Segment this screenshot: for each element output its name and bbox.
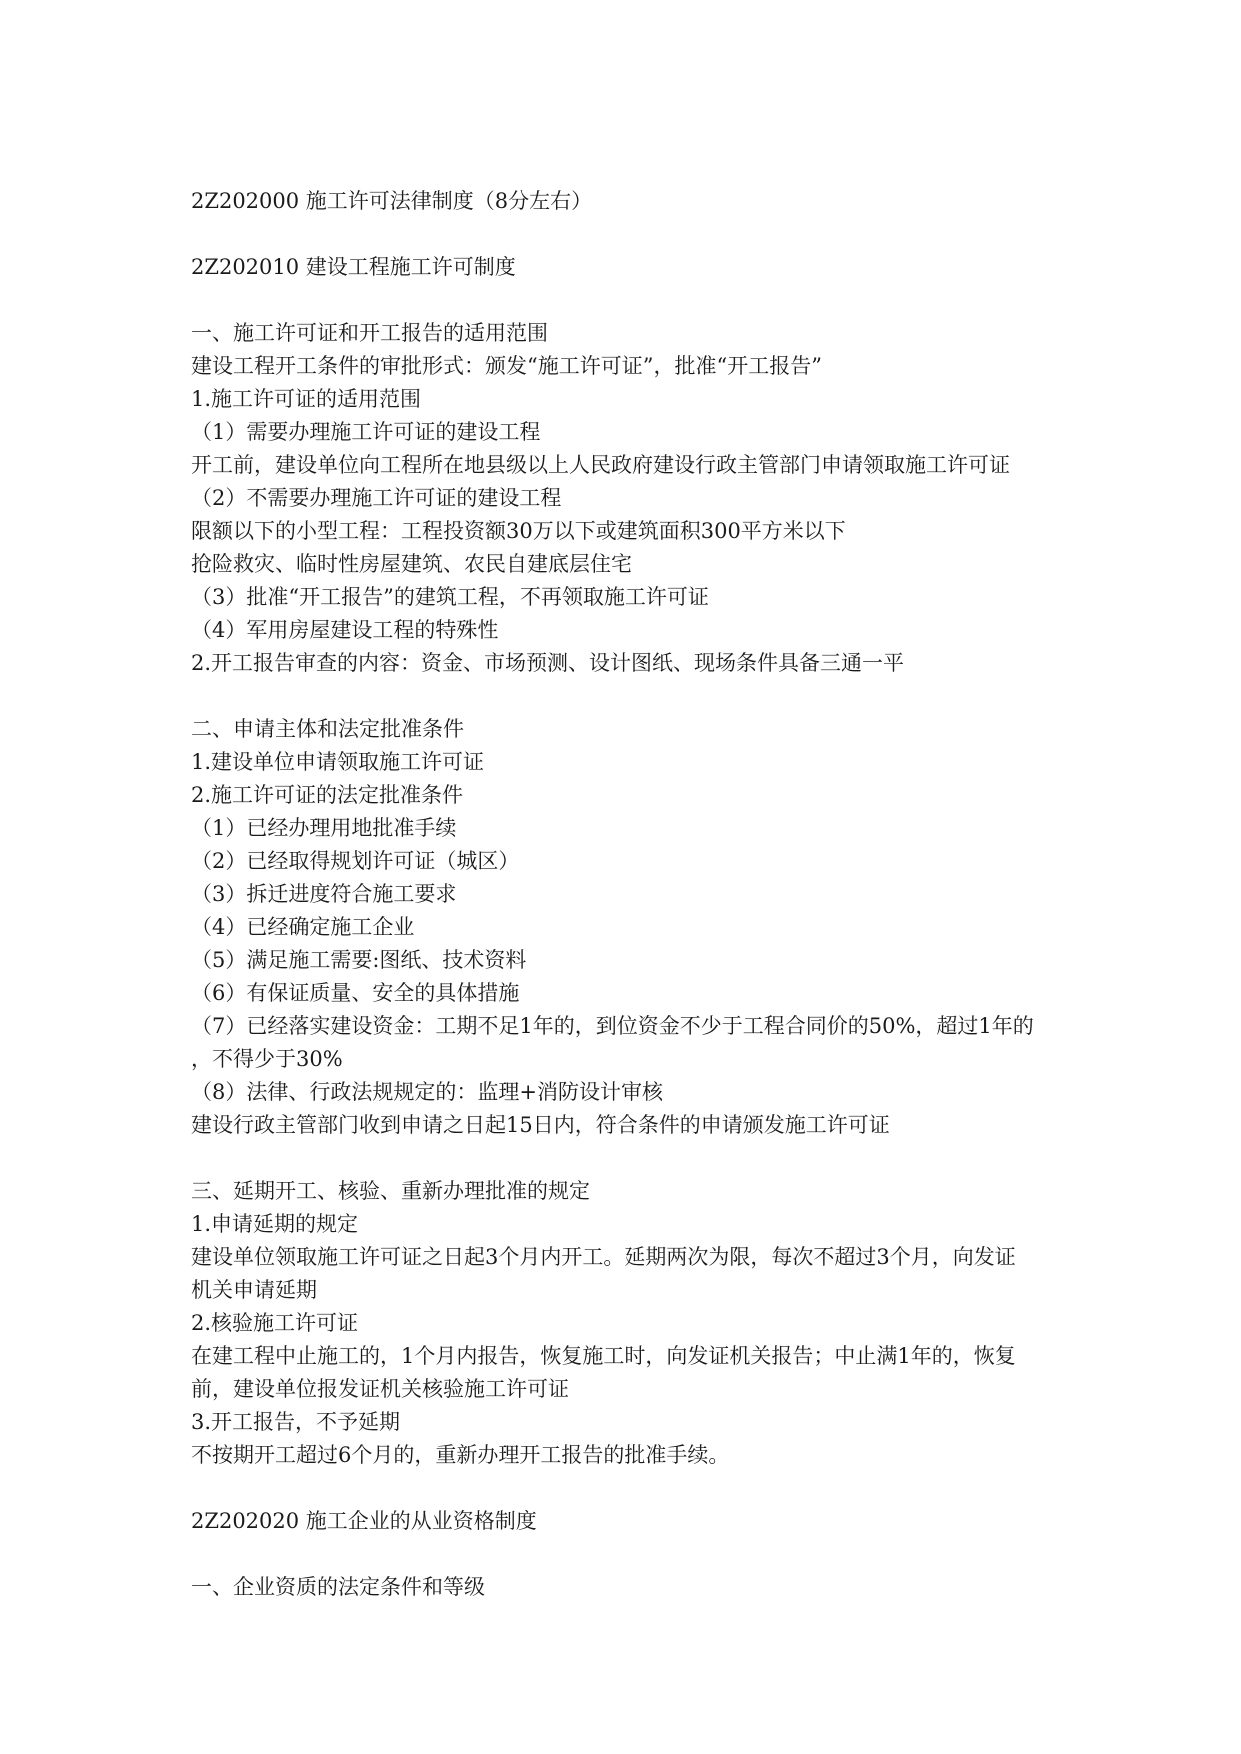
paragraph-line: （4）军用房屋建设工程的特殊性 [191, 618, 499, 642]
paragraph-line: （1）已经办理用地批准手续 [191, 816, 457, 840]
paragraph-line: （2）不需要办理施工许可证的建设工程 [191, 486, 562, 510]
paragraph-line: 机关申请延期 [191, 1278, 317, 1302]
paragraph-line: 前，建设单位报发证机关核验施工许可证 [191, 1377, 569, 1401]
paragraph-line: 1.施工许可证的适用范围 [191, 387, 422, 411]
part-title: 一、企业资质的法定条件和等级 [191, 1575, 485, 1599]
spacer [191, 1538, 1071, 1571]
spacer [191, 1472, 1071, 1505]
paragraph-line: 限额以下的小型工程：工程投资额30万以下或建筑面积300平方米以下 [191, 519, 846, 543]
spacer [191, 680, 1071, 713]
paragraph-line: 1.申请延期的规定 [191, 1212, 359, 1236]
paragraph-line: 在建工程中止施工的，1个月内报告，恢复施工时，向发证机关报告；中止满1年的，恢复 [191, 1344, 1016, 1368]
paragraph-line: （3）批准“开工报告”的建筑工程，不再领取施工许可证 [191, 585, 709, 609]
paragraph-line: 3.开工报告，不予延期 [191, 1410, 401, 1434]
paragraph-line: 建设行政主管部门收到申请之日起15日内，符合条件的申请颁发施工许可证 [191, 1113, 890, 1137]
part-title: 二、申请主体和法定批准条件 [191, 717, 464, 741]
paragraph-line: 2.施工许可证的法定批准条件 [191, 783, 464, 807]
paragraph-line: （8）法律、行政法规规定的：监理+消防设计审核 [191, 1080, 663, 1104]
paragraph-line: （6）有保证质量、安全的具体措施 [191, 981, 520, 1005]
part-title: 一、施工许可证和开工报告的适用范围 [191, 321, 548, 345]
paragraph-line: （3）拆迁进度符合施工要求 [191, 882, 457, 906]
section-heading: 2Z202010 建设工程施工许可制度 [191, 255, 516, 279]
paragraph-line: 2.核验施工许可证 [191, 1311, 359, 1335]
paragraph-line: 1.建设单位申请领取施工许可证 [191, 750, 485, 774]
document-body [191, 185, 1071, 1604]
paragraph-line: 抢险救灾、临时性房屋建筑、农民自建底层住宅 [191, 552, 632, 576]
paragraph-line: （7）已经落实建设资金：工期不足1年的，到位资金不少于工程合同价的50%，超过1年的 [191, 1014, 1034, 1038]
spacer [191, 284, 1071, 317]
paragraph-line: （1）需要办理施工许可证的建设工程 [191, 420, 541, 444]
paragraph-line: 不按期开工超过6个月的，重新办理开工报告的批准手续。 [191, 1443, 730, 1467]
paragraph-line: （5）满足施工需要:图纸、技术资料 [191, 948, 527, 972]
paragraph-line: 开工前，建设单位向工程所在地县级以上人民政府建设行政主管部门申请领取施工许可证 [191, 453, 1010, 477]
paragraph-line: （4）已经确定施工企业 [191, 915, 415, 939]
part-title: 三、延期开工、核验、重新办理批准的规定 [191, 1179, 590, 1203]
paragraph-line: （2）已经取得规划许可证（城区） [191, 849, 520, 873]
section-heading: 2Z202020 施工企业的从业资格制度 [191, 1509, 537, 1533]
paragraph-line: 2.开工报告审查的内容：资金、市场预测、设计图纸、现场条件具备三通一平 [191, 651, 905, 675]
spacer [191, 218, 1071, 251]
chapter-heading: 2Z202000 施工许可法律制度（8分左右） [191, 189, 593, 213]
paragraph-line: 建设单位领取施工许可证之日起3个月内开工。延期两次为限，每次不超过3个月，向发证 [191, 1245, 1016, 1269]
paragraph-line: 建设工程开工条件的审批形式：颁发“施工许可证”，批准“开工报告” [191, 354, 822, 378]
spacer [191, 1142, 1071, 1175]
paragraph-line: ，不得少于30% [191, 1047, 343, 1071]
